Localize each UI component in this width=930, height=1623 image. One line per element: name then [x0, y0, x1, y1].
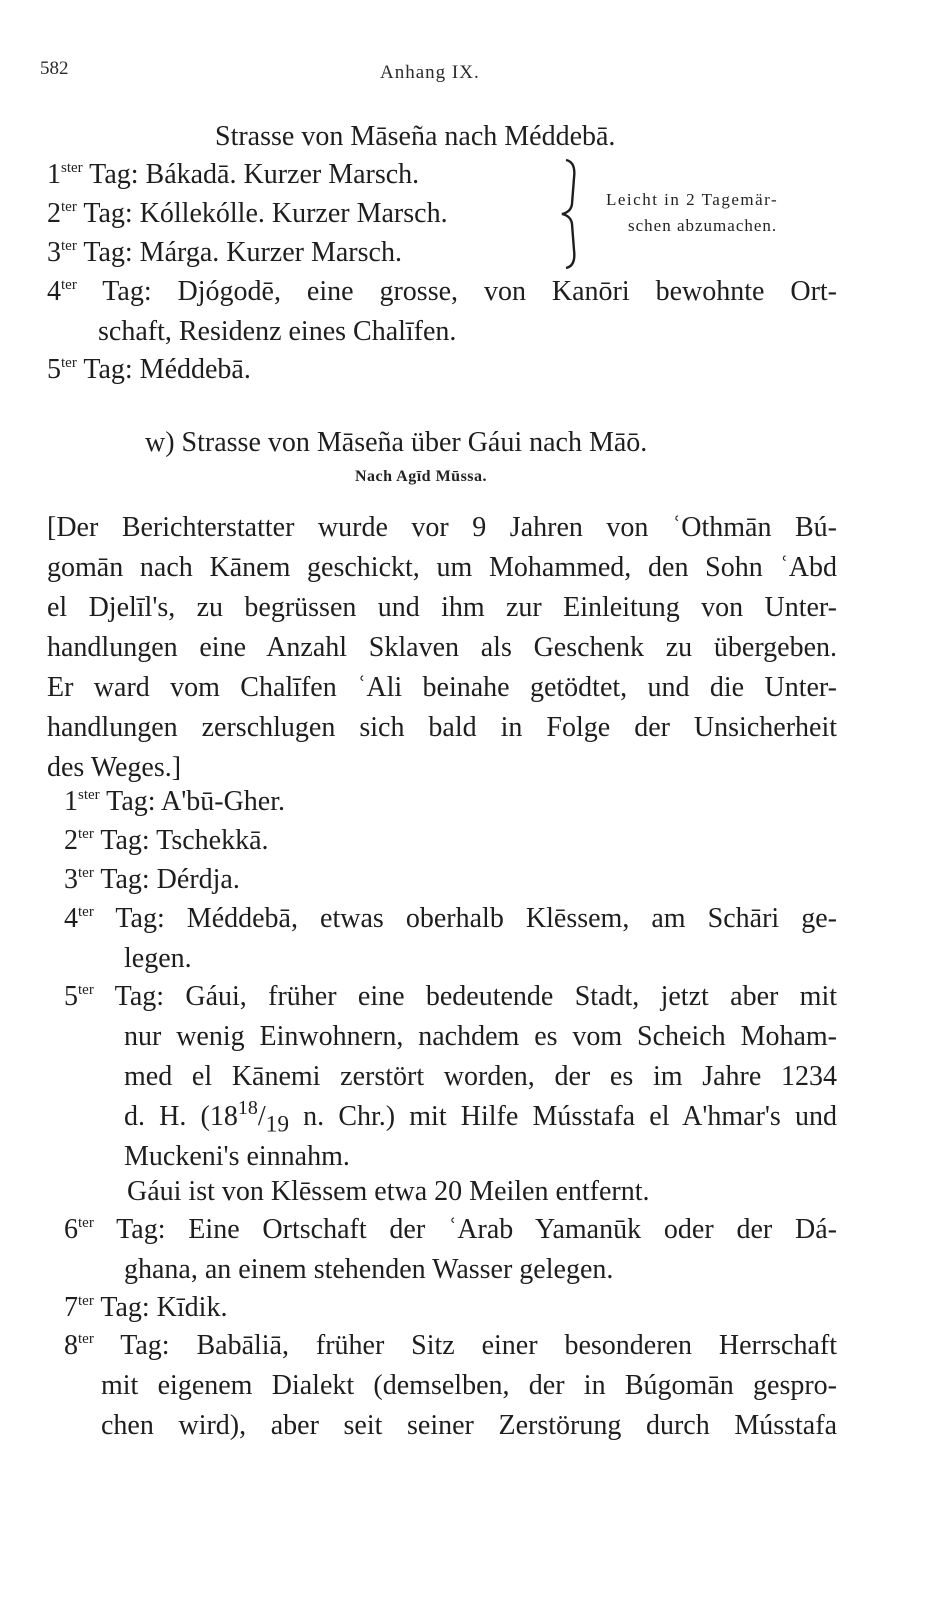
section-w-day-8: $8^{ter}$ Tag: Babāliā, früher Sitz einer besonderen Herrschaft mit eigenem Dialekt (demselben, der in Búgomān gespro- chen wird), aber seit seiner Zerstörung durch Músstafa [64, 1330, 837, 1441]
gaui-note: Gáui ist von Klēssem etwa 20 Meilen entfernt. [127, 1176, 650, 1207]
section-v-day-5: $5^{ter}$ Tag: Méddebā. [47, 354, 251, 385]
section-w-title: w) Strasse von Māseña über Gáui nach Māō. [145, 427, 648, 458]
section-v-day-4: $4^{ter}$ Tag: Djógodē, eine grosse, von Kanōri bewohnte Ort- schaft, Residenz eines Chalīfen. [47, 276, 838, 347]
section-w-day-2: $2^{ter}$ Tag: Tschekkā. [64, 825, 269, 856]
intro-paragraph: [Der Berichterstatter wurde vor 9 Jahren von ʿOthmān Bú- gomān nach Kānem geschickt, um Mohammed, den Sohn ʿAbd el Djelīl's, zu begrüssen und ihm zur Einleitung von Unter- handlungen eine Anzahl Sklaven als Geschenk zu übergeben. Er ward vom Chalīfen ʿAli beinahe getödtet, und die Unter- handlungen zerschlugen sich bald in Folge der Unsicherheit des Weges.] [47, 512, 837, 783]
side-note-line-2: schen abzumachen. [628, 216, 778, 235]
side-note-line-1: Leicht in 2 Tagemär- [606, 190, 779, 209]
section-w-source: Nach Agīd Mūssa. [355, 468, 488, 485]
running-title: Anhang IX. [380, 62, 480, 83]
section-w-day-6: $6^{ter}$ Tag: Eine Ortschaft der ʿArab Yamanūk oder der Dá- ghana, an einem stehenden Wasser gelegen. [64, 1214, 837, 1285]
brace-icon [560, 158, 584, 270]
section-w-day-4: $4^{ter}$ Tag: Méddebā, etwas oberhalb Klēssem, am Schāri ge- legen. [64, 903, 837, 974]
section-w-day-3: $3^{ter}$ Tag: Dérdja. [64, 864, 240, 895]
section-v-day-2: $2^{ter}$ Tag: Kóllekólle. Kurzer Marsch. [47, 198, 448, 229]
section-w-day-5: $5^{ter}$ Tag: Gáui, früher eine bedeutende Stadt, jetzt aber mit nur wenig Einwohnern, nachdem es vom Scheich Moham- med el Kānemi zerstört worden, der es im Jahre 1234 d. H. ($18^{18}/_{19}$ n. Chr.) mit Hilfe Músstafa el A'hmar's und Muckeni's einnahm. [64, 981, 837, 1172]
section-w-day-1: $1^{ster}$ Tag: A'bū-Gher. [64, 786, 285, 817]
section-v-day-1: $1^{ster}$ Tag: Bákadā. Kurzer Marsch. [47, 159, 420, 190]
section-w-day-7: $7^{ter}$ Tag: Kīdik. [64, 1292, 228, 1323]
section-v-day-3: $3^{ter}$ Tag: Márga. Kurzer Marsch. [47, 237, 402, 268]
page-number: 582 [40, 58, 69, 79]
section-v-title: Strasse von Māseña nach Méddebā. [215, 121, 616, 152]
